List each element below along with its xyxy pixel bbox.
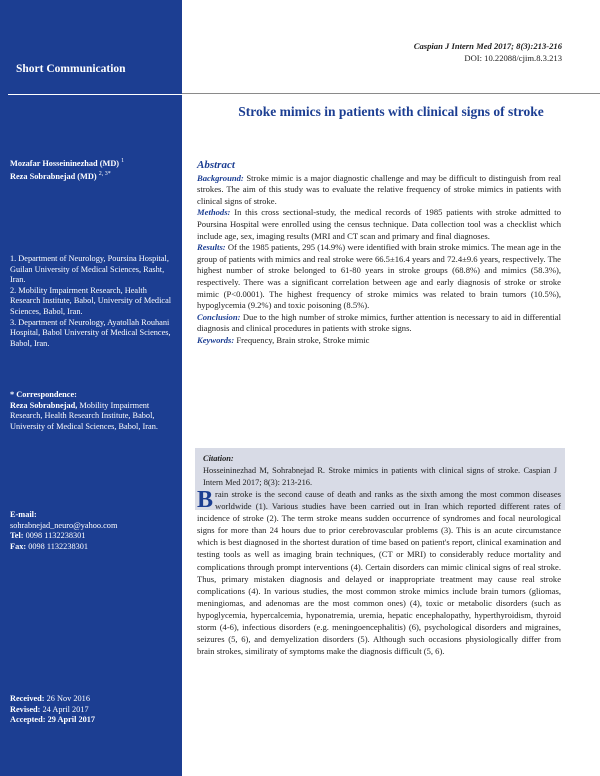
revised-label: Revised:	[10, 704, 41, 714]
fax-number: 0098 1132238301	[28, 541, 89, 551]
correspondence-address: Mobility Impairment Research, Health Research Institute, Babol, University of Medical Sciences, Babol, Iran.	[10, 400, 158, 431]
abstract-background	[197, 173, 561, 208]
drop-cap: B	[197, 487, 214, 513]
abstract-results	[197, 242, 561, 312]
revised-date: 24 April 2017	[42, 704, 89, 714]
keywords-text: Frequency, Brain stroke, Stroke mimic	[236, 334, 370, 345]
author-2-affiliation: 2, 3*	[98, 171, 111, 178]
citation-text: Hosseininezhad M, Sohrabnejad R. Stroke mimics in patients with clinical signs of stroke. Caspian J Intern Med 2017; 8(3): 213-216.	[203, 466, 557, 487]
fax-label: Fax:	[10, 541, 27, 551]
correspondence-label: * Correspondence:	[10, 390, 77, 399]
methods-text: In this cross sectional-study, the medical records of 1985 patients with stroke admitted to Poursina Hospital were enrolled using the census technique. Data collection tool was a checklist which include age, sex, imaging results (MRI and CT scan and primary and final diagnoses.	[197, 207, 561, 241]
contact-info	[10, 510, 176, 552]
abstract-keywords	[197, 335, 561, 347]
author-1: Mozafar Hosseininezhad (MD)	[10, 158, 120, 168]
tel-number: 0098 1132238301	[25, 531, 86, 541]
results-text: Of the 1985 patients, 295 (14.9%) were identified with brain stroke mimics. The mean age in the group of patients with mimics and real stroke were 66.5±16.4 years and 72.4±9.6 years, respectively. The highest number of stroke belonged to 61-80 years in stroke groups (68.8%) and mimics (58.3%), respectively. There was a significant correlation between age and early diagnosis of stroke or stroke mimic (P<0.0001). The highest frequency of stroke mimics was related to brain tumors (10.5%), hypoglycemia (9.2%) and toxic poisoning (8.5%).	[197, 242, 562, 311]
body-text: rain stroke is the second cause of death and ranks as the sixth among the most common diseases worldwide (1). Various studies have been carried out in Iran which reported different rates of incidence of stroke (2). The term stroke means sudden occurrence of syndromes and focal neurological signs for more than 24 hours due to prior cerebrovascular problems (3). This is an acute circumstance which is best diagnosed in the shortest duration of time based on patient's report, clinical examination and testing tools as well as imaging brain techniques, (CT or MRI) to considerably reduce mortality and complications through prompt interventions (4). Certain disorders can mimic clinical signs of real stroke. Thus, primary mistaken diagnosis and delayed or inappropriate treatment may cause real stroke complications (4). In various studies, the most common stroke mimics include brain tumors (gliomas, meningiomas, and adenomas are the most common ones) (4), toxic or metabolic disorders (such as hypoglycemia, hypercalcemia, hyponatremia, uremia, hepatic encephalopathy, hyperthyroidism, thyroid storm (4-6), infectious disorders (e.g. meningoencephalitis) (6), psychological disorders and migraines, seizures (5, 6), and demyelization disorders (5). Although such occasions physiologically differ from brain strokes, similiraty of symptoms make the diagnosis difficult (5, 6).	[197, 489, 561, 657]
abstract	[197, 160, 561, 347]
author-list	[10, 156, 176, 183]
sidebar	[0, 0, 182, 776]
email-address[interactable]: sohrabnejad_neuro@yahoo.com	[10, 520, 118, 530]
conclusion-label: Conclusion:	[197, 311, 241, 322]
journal-citation: Caspian J Intern Med 2017; 8(3):213-216	[413, 41, 562, 51]
correspondence	[10, 390, 176, 432]
affiliation-3: 3. Department of Neurology, Ayatollah Rouhani Hospital, Babol University of Medical Sciences, Babol, Iran.	[10, 317, 171, 348]
conclusion-text: Due to the high number of stroke mimics, further attention is necessary to aid in differential diagnosis and clinical procedures in patients with stroke signs.	[197, 311, 561, 334]
correspondence-name: Reza Sobrabnejad,	[10, 400, 78, 410]
received-date: 26 Nov 2016	[46, 694, 90, 703]
results-label: Results:	[197, 242, 226, 253]
methods-label: Methods:	[197, 207, 231, 218]
author-2: Reza Sobrabnejad (MD)	[10, 172, 97, 182]
accepted-date: 29 April 2017	[47, 715, 96, 725]
background-text: Stroke mimic is a major diagnostic challenge and may be difficult to distinguish from real strokes. The aim of this study was to evaluate the relative frequency of stroke mimics in patients with clinical signs of stroke.	[197, 172, 561, 206]
tel-label: Tel:	[10, 531, 24, 541]
abstract-heading: Abstract	[197, 159, 235, 171]
dates	[10, 694, 176, 726]
article-title: Stroke mimics in patients with clinical signs of stroke	[238, 104, 544, 119]
affiliation-1: 1. Department of Neurology, Poursina Hospital, Guilan University of Medical Sciences, Rasht, Iran.	[10, 254, 169, 285]
header-rule	[182, 93, 600, 94]
affiliation-2: 2. Mobility Impairment Research, Health Research Institute, Babol, University of Medical Sciences, Babol, Iran.	[10, 285, 172, 316]
keywords-label: Keywords:	[197, 334, 235, 345]
accepted-label: Accepted:	[10, 715, 46, 725]
received-label: Received:	[10, 694, 45, 703]
author-1-affiliation: 1	[121, 158, 125, 164]
abstract-conclusion	[197, 312, 561, 335]
email-label: E-mail:	[10, 510, 37, 519]
doi[interactable]: DOI: 10.22088/cjim.8.3.213	[464, 53, 562, 63]
affiliations	[10, 254, 176, 349]
background-label: Background:	[197, 172, 244, 183]
section-label: Short Communication	[16, 63, 126, 75]
abstract-methods	[197, 207, 561, 242]
journal-header	[414, 40, 562, 64]
sidebar-divider	[8, 94, 182, 95]
citation-label: Citation:	[203, 454, 234, 463]
body-paragraph	[197, 488, 561, 657]
